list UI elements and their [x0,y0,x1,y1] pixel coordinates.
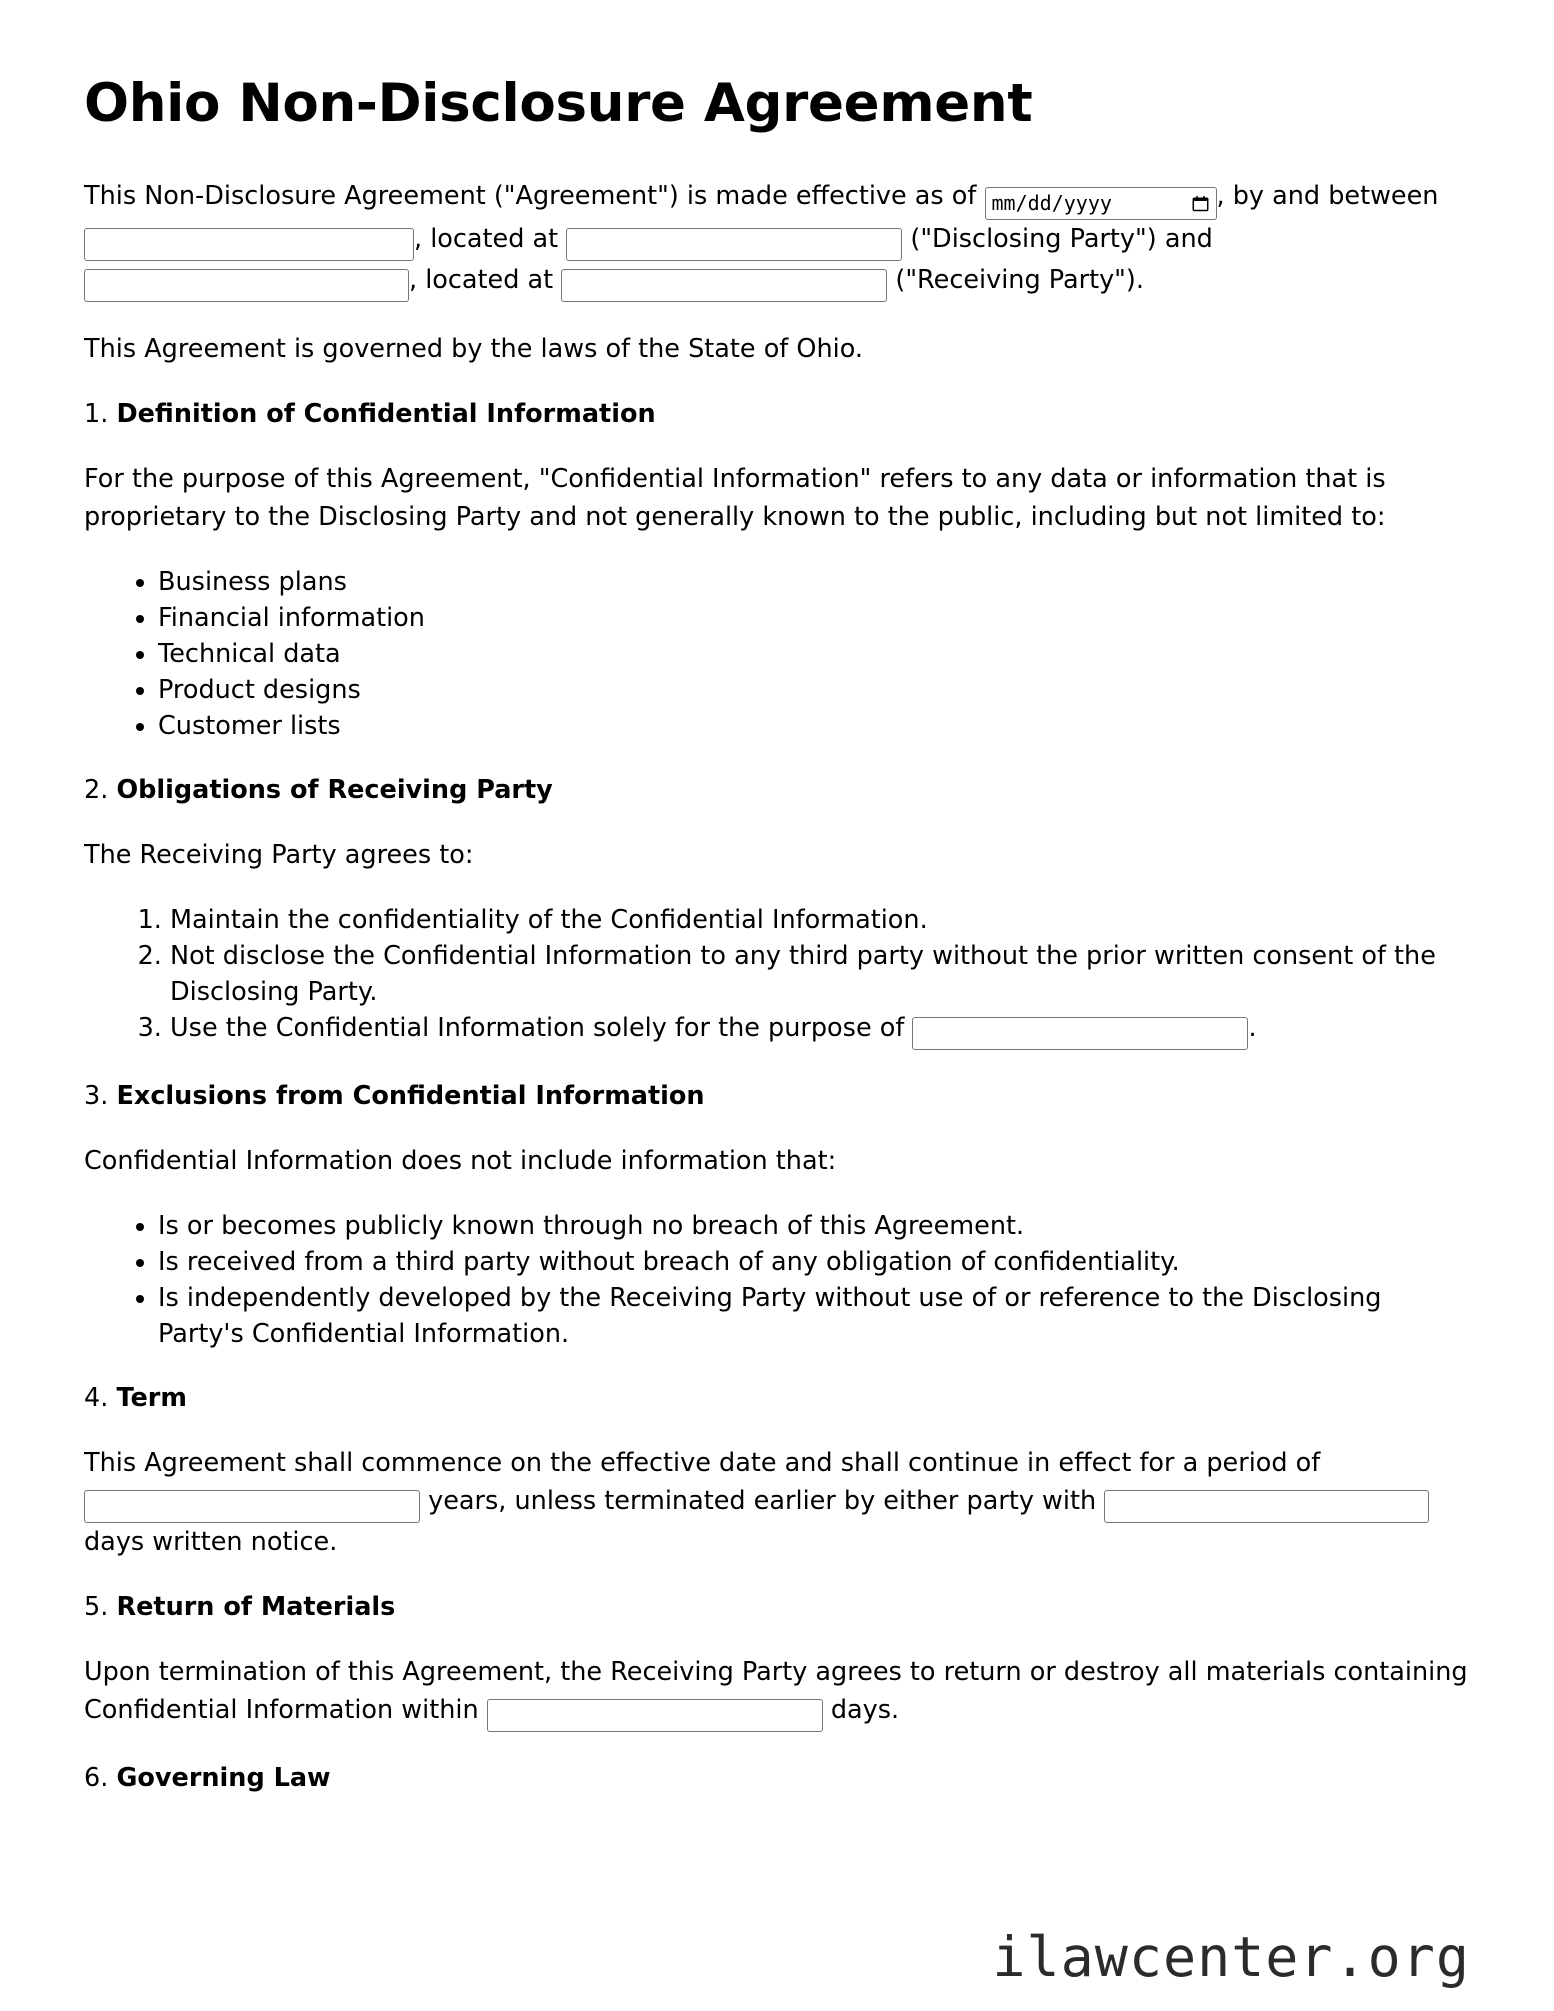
disclosing-party-address-input[interactable] [566,228,902,261]
list-item: • Customer lists [158,708,1470,744]
receiving-party-name-input[interactable] [84,269,409,302]
section-title-1: Definition of Confidential Information [116,398,656,429]
and-between-text: and between [1272,181,1439,212]
receiving-party-address-input[interactable] [561,269,887,302]
section-title-2: Obligations of Receiving Party [116,774,553,805]
term-years-input[interactable] [84,1490,420,1523]
receiving-party-label: ("Receiving Party"). [895,264,1144,295]
and-text: and [1164,223,1213,254]
list-item: 1. Maintain the confidentiality of the Confidential Information. [170,902,1470,938]
section-heading-2 [84,772,1470,808]
list-item: • Is or becomes publicly known through no breach of this Agreement. [158,1208,1470,1244]
section-number-6: 6. [84,1762,109,1793]
section-heading-3 [84,1078,1470,1114]
term-text-part1: This Agreement shall commence on the effective date and shall continue in effect for a period of [84,1447,1321,1478]
disclosing-party-name-input[interactable] [84,228,414,261]
list-item: • Product designs [158,672,1470,708]
return-text-part1: Upon termination of this Agreement, the Receiving Party agrees to return or destroy all materials containing Confidential Information within [84,1656,1468,1725]
effective-date-placeholder: mm/dd/yyyy [991,191,1112,216]
section-title-4: Term [116,1382,187,1413]
section-number-2: 2. [84,774,109,805]
governing-statement: This Agreement is governed by the laws of the State of Ohio. [84,333,863,364]
effective-date-input[interactable] [985,187,1217,220]
section-2-body: The Receiving Party agrees to: [84,839,474,870]
section-number-3: 3. [84,1080,109,1111]
section-title-3: Exclusions from Confidential Information [116,1080,705,1111]
return-text-part2: days. [830,1694,900,1725]
section-number-5: 5. [84,1591,109,1622]
list-item: 2. Not disclose the Confidential Information to any third party without the prior written consent of the Disclosing Party. [170,938,1470,1010]
section-number-1: 1. [84,398,109,429]
exclusions-list [84,1208,1470,1352]
page-title: Ohio Non-Disclosure Agreement [84,73,1033,134]
return-days-input[interactable] [487,1699,823,1732]
list-item: • Technical data [158,636,1470,672]
intro-paragraph [84,177,1470,302]
obligations-list [84,902,1470,1050]
located-at-text-1: , located at [414,223,559,254]
section-heading-1 [84,396,1470,432]
calendar-icon[interactable] [1192,195,1209,212]
section-5-body [84,1653,1470,1732]
section-title-6: Governing Law [116,1762,331,1793]
notice-days-input[interactable] [1104,1490,1429,1523]
list-item: • Is received from a third party without breach of any obligation of confidentiality. [158,1244,1470,1280]
section-3-body: Confidential Information does not include information that: [84,1145,837,1176]
list-item: • Is independently developed by the Receiving Party without use of or reference to the Disclosing Party's Confidential Information. [158,1280,1470,1352]
section-heading-5 [84,1589,1470,1625]
intro-lead-text: This Non-Disclosure Agreement ("Agreement") is made effective as of [84,181,977,212]
section-number-4: 4. [84,1382,109,1413]
list-item: • Financial information [158,600,1470,636]
list-item: • Business plans [158,564,1470,600]
section-4-body [84,1444,1470,1561]
section-title-5: Return of Materials [116,1591,396,1622]
list-item [170,1010,1470,1050]
confidential-info-list [84,564,1470,744]
purpose-input[interactable] [912,1017,1248,1050]
section-heading-6 [84,1760,1470,1796]
intro-after-date-text: , by [1216,181,1264,212]
term-text-part2: years, unless terminated earlier by either party with [428,1485,1097,1516]
site-watermark: ilawcenter.org [992,1925,1470,1989]
section-1-body: For the purpose of this Agreement, "Confidential Information" refers to any data or information that is proprietary to the Disclosing Party and not generally known to the public, including but not limited to: [84,463,1386,532]
purpose-text-after: . [1248,1012,1257,1043]
purpose-text-before: Use the Confidential Information solely for the purpose of [170,1012,905,1043]
disclosing-party-label: ("Disclosing Party") [910,223,1157,254]
section-heading-4 [84,1380,1470,1416]
located-at-text-2: , located at [409,264,554,295]
term-text-part3: days written notice. [84,1526,338,1557]
